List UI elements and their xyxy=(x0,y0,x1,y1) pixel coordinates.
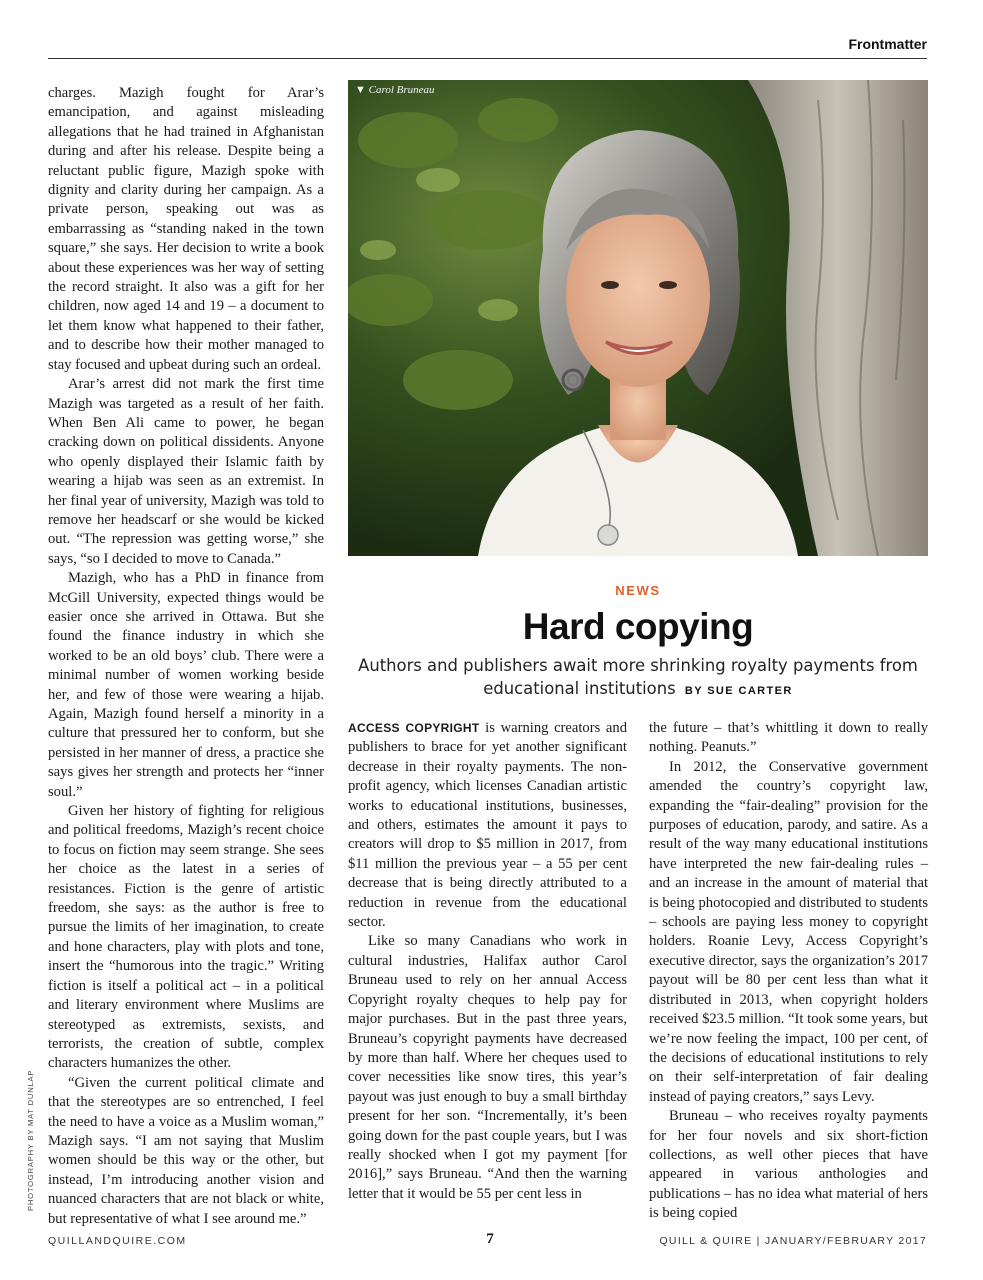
article-paragraph-1-text: is warning creators and publishers to brace for yet another significant decrease in their royalty payments. The non-profit agency, which licenses Canadian artistic works to educational institutions, businesses, and others, estimates the amount it pays to creators will drop to $5 million in 2017, from $11 million the previous year – a 55 per cent decrease that is being directly attributed to a reduction in revenue from the educational sector. xyxy=(348,720,628,931)
article-kicker: NEWS xyxy=(615,583,661,598)
article-middle-column xyxy=(348,719,627,1204)
article-paragraph-2-cont: the future – that’s whittling it down to really nothing. Peanuts.” xyxy=(649,720,928,756)
page-number: 7 xyxy=(486,1231,494,1247)
footer-issue: QUILL & QUIRE | JANUARY/FEBRUARY 2017 xyxy=(659,1235,927,1247)
article-byline: BY SUE CARTER xyxy=(684,685,793,697)
left-paragraph-5: “Given the current political climate and that the stereotypes are so entrenched, I feel the need to have a voice as a Muslim woman,” Mazigh says. “I am not saying that Muslim women should be this way or the other, but instead, I’m introducing another vision and nuanced characters that are not black or white, but representative of what I see around me.” xyxy=(48,1074,324,1227)
left-paragraph-3: Mazigh, who has a PhD in finance from McGill University, expected things would be easier once she arrived in Ottawa. But she found the finance industry in which she worked to be an old boys’ club. There were a minimal number of women working beside her, and few of those were wearing a hijab. Again, Mazigh found herself a minority in a culture that pressured her to conform, but she persisted in her manner of dress, a practice she says gives her strength and protects her “inner soul.” xyxy=(48,570,324,800)
article-dek-text: Authors and publishers await more shrinking royalty payments from educational institutions xyxy=(358,656,918,698)
article-paragraph-3: In 2012, the Conservative government amended the country’s copyright law, expanding the “fair-dealing” provision for the purposes of education, parody, and satire. As a result of the way many educational institutions have interpreted the new fair-dealing rules – and an increase in the amount of material that is being photocopied and distributed to students – schools are paying less money to copyright holders. Roanie Levy, Access Copyright’s executive director, says the organization’s 2017 payout will be 80 per cent less than what it distributed in 2013, when copyright holders received $23.5 million. “It took some years, but we’re now feeling the impact, 100 per cent, of the decisions of educational institutions to rely on their self-interpretation of fair dealing instead of paying creators,” says Levy. xyxy=(649,758,928,1105)
left-paragraph-2: Arar’s arrest did not mark the first time Mazigh was targeted as a result of her faith. When Ben Ali came to power, he began cracking down on political dissidents. Anyone who openly displayed their Islamic faith by wearing a hijab was seen as an extremist. In her final year of university, Mazigh was told to remove her headscarf or she would be kicked out. “The repression was getting worse,” she says, “so I decided to move to Canada.” xyxy=(48,376,324,567)
article-paragraph-4: Bruneau – who receives royalty payments for her four novels and six short-fiction collections, as well other pieces that have appeared in various anthologies and publications – has no idea what material of hers is being copied xyxy=(649,1108,928,1222)
article-dek xyxy=(348,654,928,703)
article-right-column xyxy=(649,719,928,1224)
article-paragraph-1 xyxy=(348,719,627,932)
left-paragraph-4: Given her history of fighting for religious and political freedoms, Mazigh’s recent choice to focus on fiction may seem strange. She sees her choice as the latest in a series of resistances. Fiction is the genre of artistic freedom, she says: as the author is free to pursue the limits of her imagination, to create and hone characters, play with plots and tone, insert the “humorous into the tragic.” Writing fiction is itself a political act – in a political and literary environment where Muslims are stereotyped as extremists, sexists, and terrorists, the creation of subtle, complex characters humanizes the other. xyxy=(48,803,324,1072)
left-paragraph-1: charges. Mazigh fought for Arar’s emancipation, and against misleading allegations that he had trained in Afghanistan during and after his release. Despite being a reluctant public figure, Mazigh spoke with dignity and clarity during her campaign. As a private person, speaking out was as embarrassing as “standing naked in the town square,” she says. Her decision to write a book about these experiences was her way of setting the record straight. It also was a gift for her children, now aged 14 and 19 – a document to let them know what happened to their father, and to describe how their mother managed to stay focused and upbeat during such an ordeal. xyxy=(48,85,324,373)
top-rule xyxy=(48,58,927,59)
photo-credit: PHOTOGRAPHY BY MAT DUNLAP xyxy=(26,1069,35,1211)
author-photo xyxy=(348,80,928,556)
article-paragraph-2: Like so many Canadians who work in cultural industries, Halifax author Carol Bruneau used to rely on her annual Access Copyright royalty cheques to help pay for major purchases. But in the past three years, Bruneau’s copyright payments have decreased by more than half. Where her cheques used to cover necessities like snow tires, this year’s payout was just enough to buy a small birthday present for her son. “Incrementally, it’s been going down for the past couple years, but I was really shocked when I got my payment [for 2016],” says Bruneau. “And then the warning letter that it would be 55 per cent less in xyxy=(348,933,627,1202)
author-photo-illustration xyxy=(348,80,928,556)
left-column xyxy=(48,84,324,1229)
article-headline: Hard copying xyxy=(522,606,754,647)
footer-site: QUILLANDQUIRE.COM xyxy=(48,1235,187,1247)
article-lead-in: ACCESS COPYRIGHT xyxy=(348,721,480,735)
section-label: Frontmatter xyxy=(848,36,927,52)
photo-caption: ▼ Carol Bruneau xyxy=(355,84,435,96)
